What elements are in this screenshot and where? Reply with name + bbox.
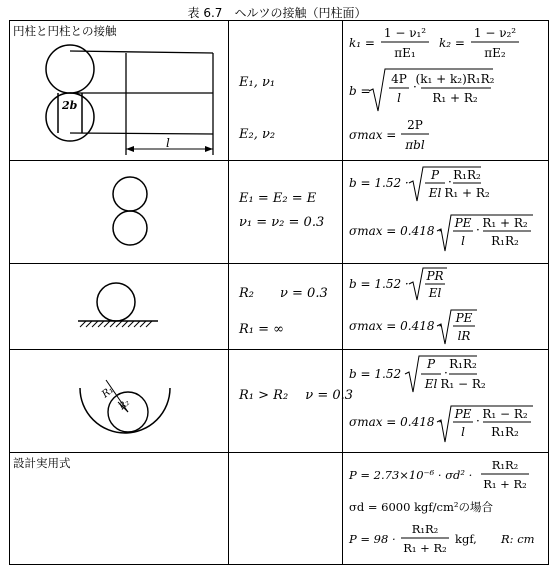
sigma-den: πbl — [405, 138, 425, 152]
table-caption: 表 6.7 ヘルツの接触（円柱面） — [187, 6, 367, 20]
table-row — [10, 350, 549, 453]
figure-cell — [10, 161, 229, 264]
r2-label: R₂ — [117, 397, 132, 413]
cylinder-on-plane-figure — [10, 264, 228, 350]
k2-den: πE₂ — [484, 46, 506, 60]
sigma-lhs: σmax = 0.418 · — [349, 415, 443, 429]
row-header: 設計実用式 — [13, 456, 71, 470]
b-den-a: l — [397, 91, 401, 105]
r1-label: R₁ — [100, 384, 116, 401]
formula-block — [343, 161, 548, 264]
cylinder-in-groove-figure — [10, 350, 228, 453]
sigma-lhs: σmax = 0.418 · — [349, 319, 443, 333]
formula-block — [343, 264, 548, 350]
k1-den: πE₁ — [394, 46, 416, 60]
table-row — [10, 264, 549, 350]
b-num-b: (k₁ + k₂)R₁R₂ — [415, 72, 495, 86]
formula-block — [343, 350, 548, 453]
b-lhs: b = 1.52 · — [349, 277, 409, 291]
b-den-a: El — [428, 186, 442, 200]
sigma-num: 2P — [407, 118, 423, 132]
design-p-lhs: P = 2.73×10⁻⁶ · σd² · — [349, 468, 473, 482]
b-lhs: b = — [349, 84, 371, 98]
hertz-contact-table — [9, 20, 549, 565]
material-cell — [229, 21, 343, 161]
row-header: 円柱と円柱との接触 — [13, 24, 117, 38]
design-p-num: R₁R₂ — [491, 458, 519, 472]
sigma-num: PE — [455, 311, 473, 325]
sigma-lhs: σmax = 0.418 · — [349, 224, 443, 238]
svg-text:·: · — [476, 414, 480, 428]
k1-lhs: k₁ = — [349, 36, 375, 50]
b-lhs: b = 1.52 — [349, 367, 402, 381]
table-row — [10, 161, 549, 264]
sigma-num-b: R₁ − R₂ — [482, 407, 528, 421]
material-cell — [229, 161, 343, 264]
b-den-b: R₁ + R₂ — [432, 91, 478, 105]
figure-cell — [10, 264, 229, 350]
b-den-a: El — [424, 377, 438, 391]
b-lhs: b = 1.52 · — [349, 176, 409, 190]
material-cell — [229, 350, 354, 453]
material-1: R₂ ν = 0.3 — [239, 286, 328, 301]
svg-text:·: · — [448, 175, 452, 189]
material-1: E₁ = E₂ = E — [239, 191, 317, 206]
material-2: ν₁ = ν₂ = 0.3 — [239, 215, 325, 230]
sigma-den-b: R₁R₂ — [491, 234, 519, 248]
design-p2-lhs: P = 98 · — [349, 532, 396, 546]
sigma-den-b: R₁R₂ — [491, 425, 519, 439]
b-den-b: R₁ + R₂ — [444, 186, 490, 200]
figure-cell — [10, 21, 229, 161]
material-2: R₁ = ∞ — [239, 322, 284, 337]
material-1: R₁ > R₂ ν = 0.3 — [239, 388, 354, 403]
sigma-lhs: σmax = — [349, 128, 397, 142]
b-num-b: R₁R₂ — [449, 357, 477, 371]
empty-cell — [229, 453, 343, 565]
k2-lhs: k₂ = — [439, 36, 465, 50]
svg-text:·: · — [476, 223, 480, 237]
formula-cell — [343, 264, 549, 350]
b-num-a: P — [430, 168, 440, 182]
design-condition: σd = 6000 kgf/cm²の場合 — [349, 500, 493, 514]
formula-block — [343, 21, 548, 161]
material-2: E₂, ν₂ — [239, 127, 276, 142]
formula-cell — [343, 453, 549, 565]
design-p2-den: R₁ + R₂ — [403, 541, 447, 555]
design-p-den: R₁ + R₂ — [483, 477, 527, 491]
table-row — [10, 21, 549, 161]
b-den-b: R₁ − R₂ — [440, 377, 486, 391]
formula-cell — [343, 161, 549, 264]
material-cell — [229, 264, 343, 350]
label-cell — [10, 453, 229, 565]
length-label: l — [166, 136, 170, 150]
formula-cell — [343, 350, 549, 453]
sigma-den-a: l — [461, 234, 465, 248]
design-p2-num: R₁R₂ — [411, 522, 439, 536]
sigma-den-a: l — [461, 425, 465, 439]
formula-cell — [343, 21, 549, 161]
sigma-den: lR — [457, 329, 471, 343]
b-num-a: 4P — [391, 72, 407, 86]
design-p2-r: R: cm — [501, 532, 535, 546]
k2-num: 1 − ν₂² — [473, 26, 517, 40]
b-num-b: R₁R₂ — [453, 168, 481, 182]
figure-cell — [10, 350, 229, 453]
sigma-num-a: PE — [454, 216, 472, 230]
cylinder-contact-figure — [10, 21, 228, 161]
contact-width-label: 2b — [62, 99, 78, 112]
design-p2-unit: kgf, — [455, 532, 477, 546]
material-1: E₁, ν₁ — [239, 75, 276, 90]
k1-num: 1 − ν₁² — [383, 26, 427, 40]
b-den: El — [428, 286, 442, 300]
sigma-num-b: R₁ + R₂ — [482, 216, 528, 230]
b-num: PR — [426, 269, 444, 283]
formula-block — [343, 453, 548, 565]
b-num-a: P — [426, 357, 436, 371]
sigma-num-a: PE — [454, 407, 472, 421]
svg-text:·: · — [444, 366, 448, 380]
svg-text:·: · — [413, 80, 417, 94]
table-row — [10, 453, 549, 565]
two-cylinders-figure — [10, 161, 228, 264]
